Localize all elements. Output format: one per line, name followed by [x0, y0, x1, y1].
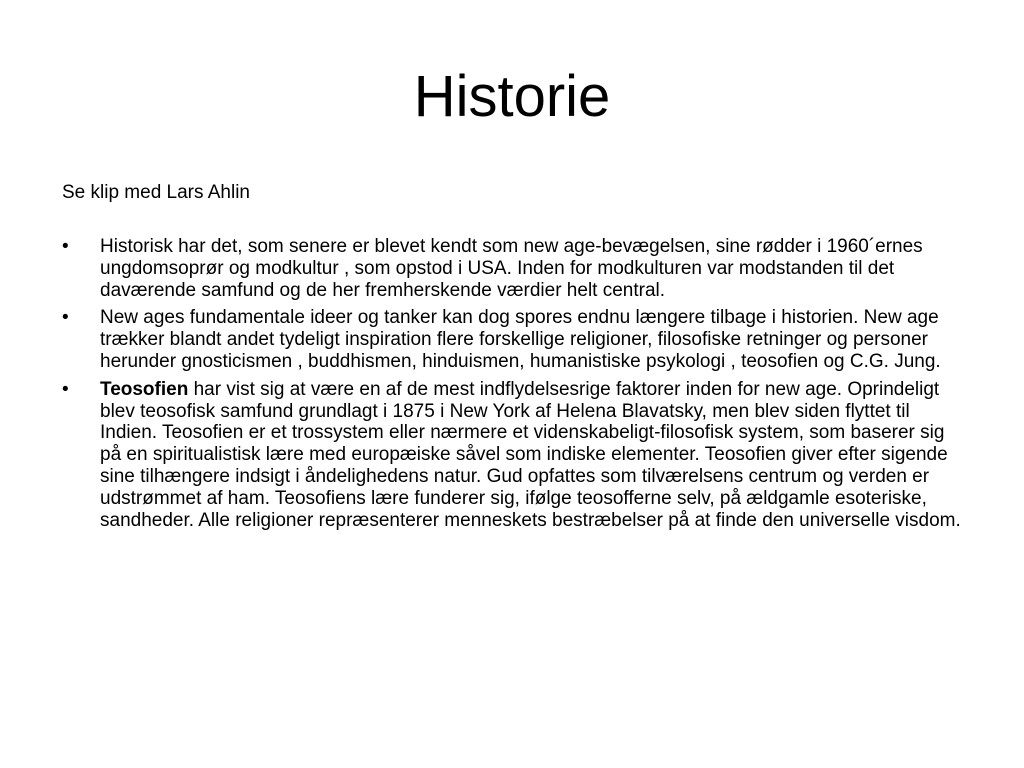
slide-subtitle: Se klip med Lars Ahlin: [62, 182, 250, 203]
bullet-lead-term: Teosofien: [100, 378, 189, 400]
bullet-item-3: [62, 379, 962, 532]
bullet-text: har vist sig at være en af de mest indflydelsesrige faktorer inden for new age. Oprindeligt blev teosofisk samfund grundlagt i 1875 i New York af Helena Blavatsky, men blev siden flyttet til Indien. Teosofien er et trossystem eller nærmere et videnskabeligt-filosofisk system, som baserer sig på en spiritualistisk lære med europæiske såvel som indiske elementer. Teosofien giver efter sigende sine tilhængere indsigt i åndelighedens natur. Gud opfattes som tilværelsens centrum og verden er udstrømmet af ham. Teosofiens lære funderer sig, ifølge teosofferne selv, på ældgamle esoteriske, sandheder. Alle religioner repræsenterer menneskets bestræbelser på at finde den universelle visdom.: [100, 378, 961, 531]
bullet-item-1: [62, 236, 962, 301]
bullet-marker: •: [62, 378, 69, 400]
slide-title: Historie: [413, 64, 611, 129]
bullet-text: Historisk har det, som senere er blevet kendt som new age-bevægelsen, sine rødder i 1960´ernes ungdomsoprør og modkultur , som opstod i USA. Inden for modkulturen var modstanden til det daværende samfund og de her fremherskende værdier helt central.: [100, 236, 923, 301]
bullet-item-2: [62, 307, 962, 372]
bullet-marker: •: [62, 307, 69, 329]
bullet-list: [62, 236, 962, 537]
bullet-marker: •: [62, 236, 69, 257]
bullet-text: New ages fundamentale ideer og tanker kan dog spores endnu længere tilbage i historien. New age trækker blandt andet tydeligt inspiration flere forskellige religioner, filosofiske retninger og personer herunder gnosticismen , buddhismen, hinduismen, humanistiske psykologi , teosofien og C.G. Jung.: [100, 307, 941, 372]
